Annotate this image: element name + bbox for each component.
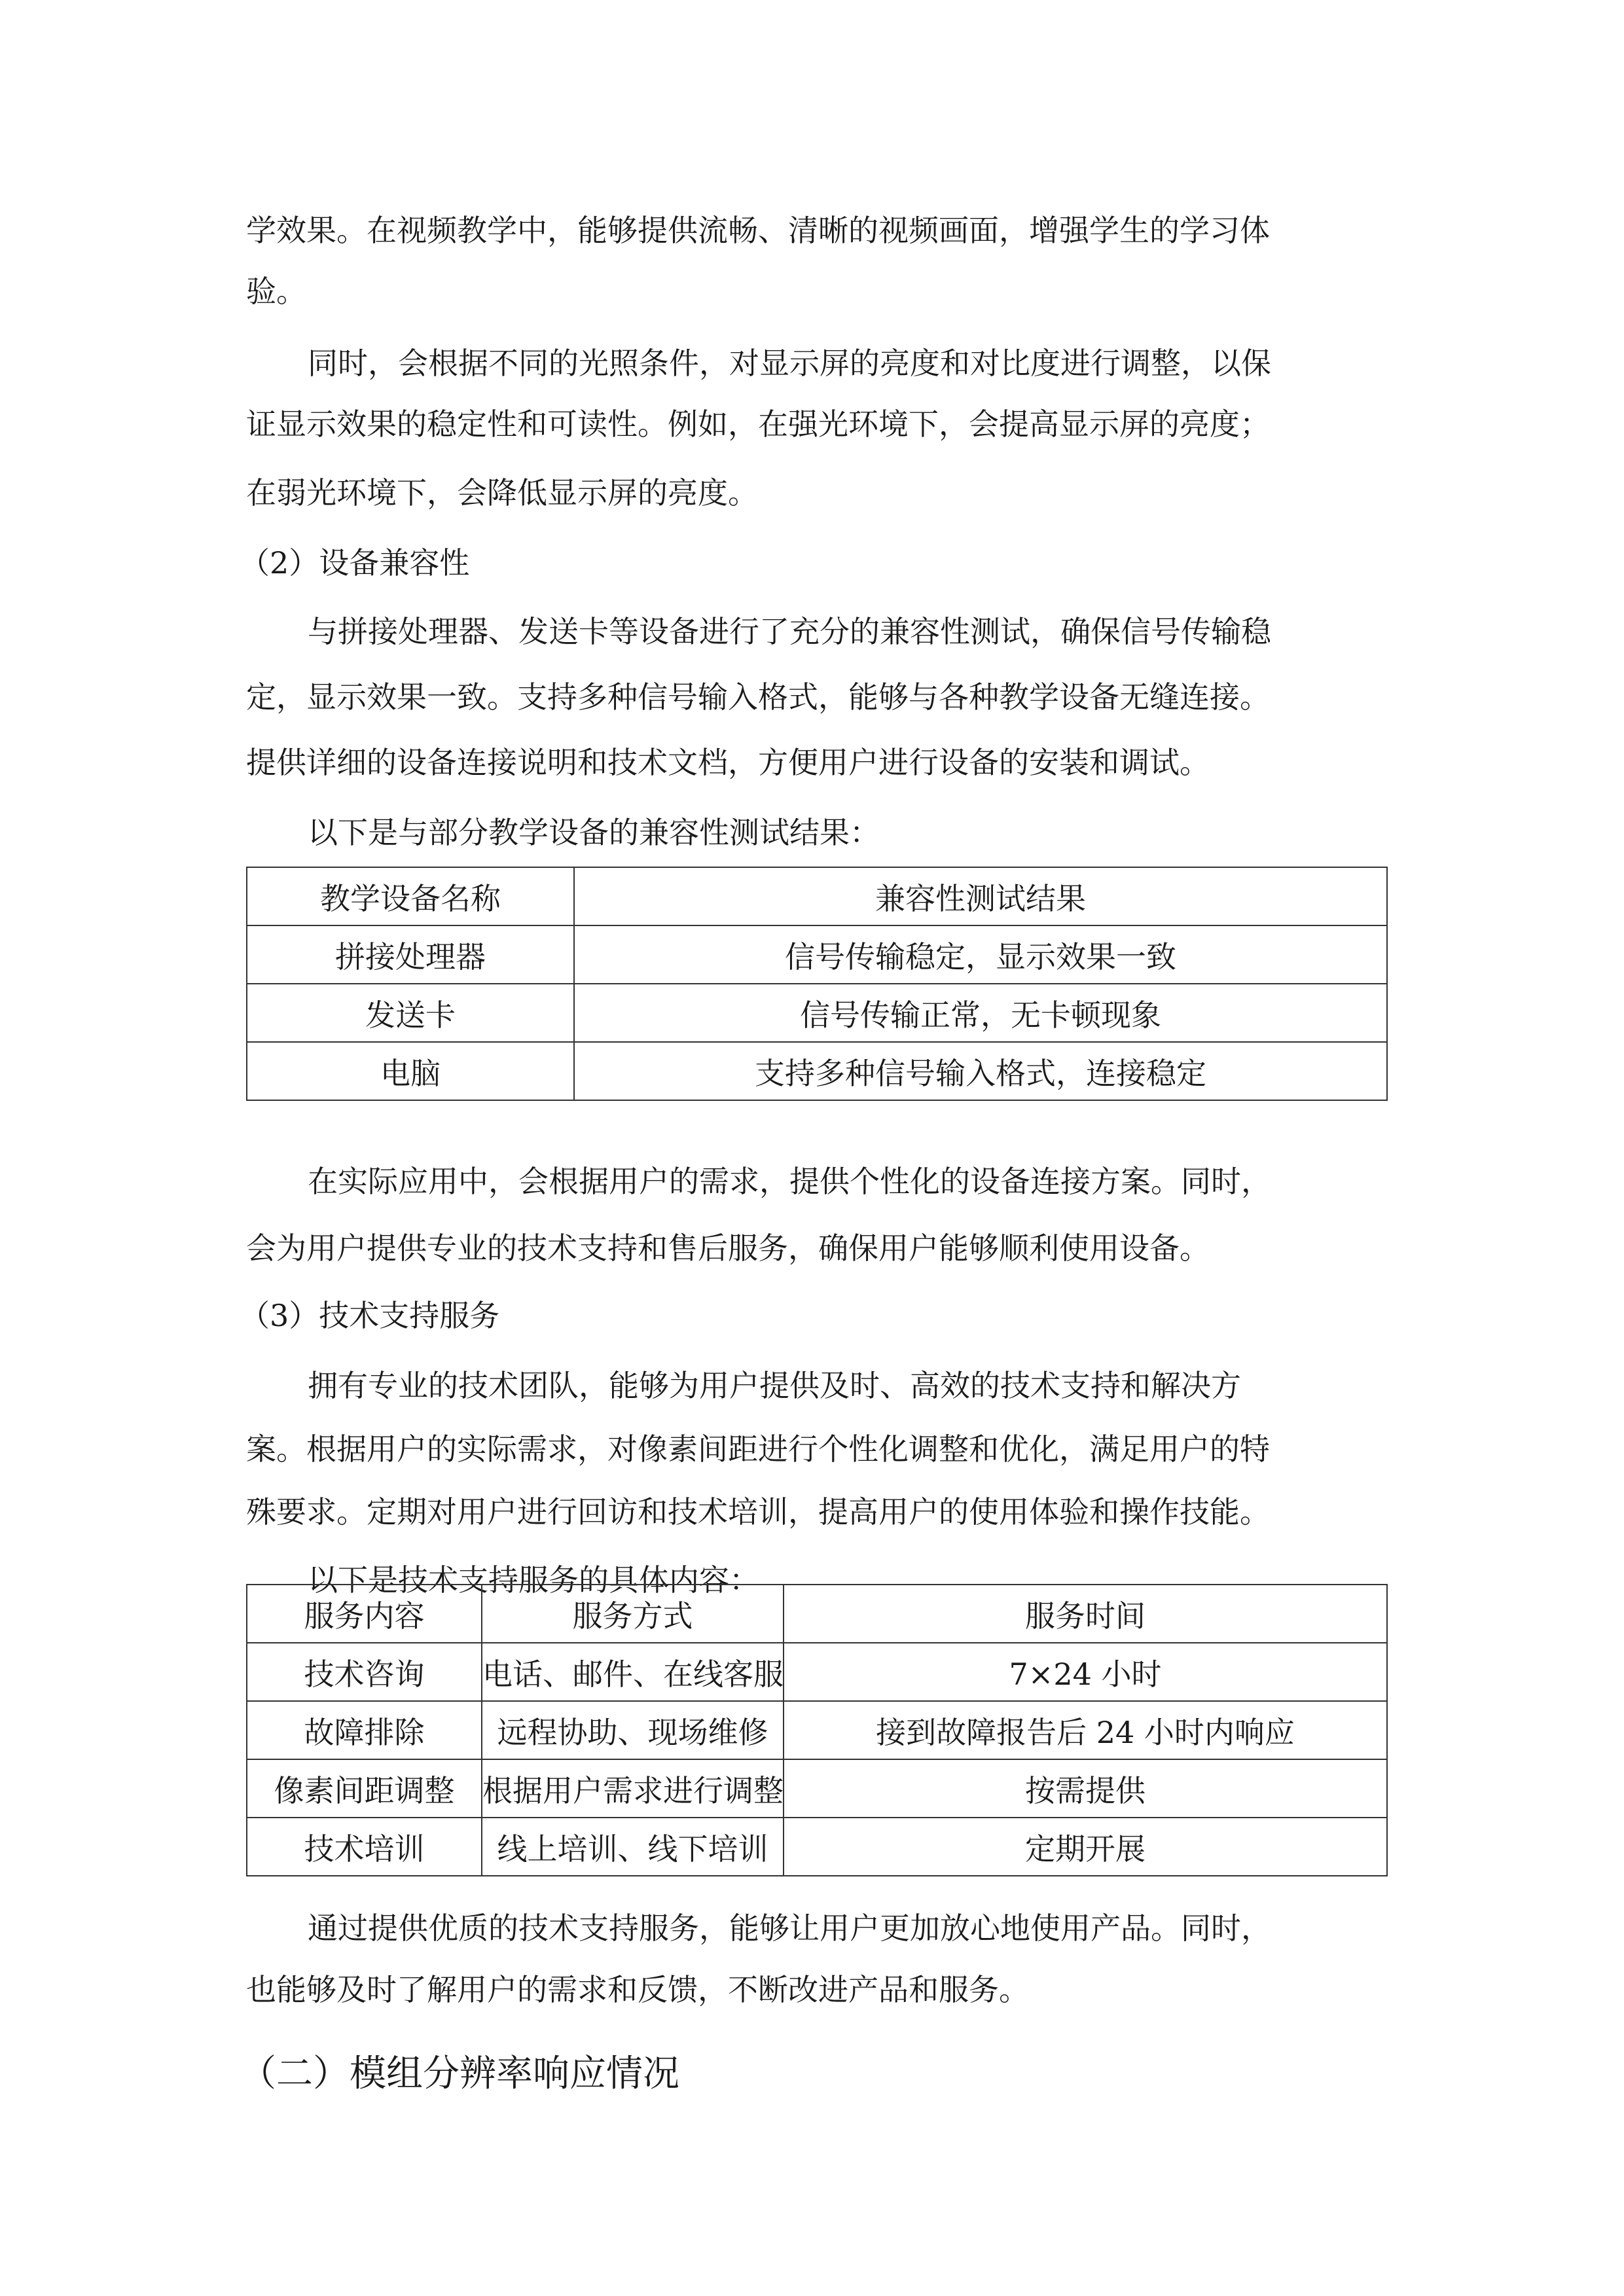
table-header-row [247,867,1387,925]
table-intro: 以下是技术支持服务的具体内容： [308,1562,759,1598]
table-row [247,925,1387,984]
paragraph-line: 同时，会根据不同的光照条件，对显示屏的亮度和对比度进行调整，以保 [308,346,1271,381]
paragraph-line: 学效果。在视频教学中，能够提供流畅、清晰的视频画面，增强学生的学习体 [246,213,1270,248]
table-cell: 接到故障报告后 24 小时内响应 [784,1701,1387,1759]
paragraph-line: 拥有专业的技术团队，能够为用户提供及时、高效的技术支持和解决方 [308,1368,1241,1403]
paragraph-line: 验。 [246,274,306,309]
table-header-cell: 教学设备名称 [247,867,574,925]
paragraph-line: 证显示效果的稳定性和可读性。例如，在强光环境下，会提高显示屏的亮度； [246,406,1270,442]
table-header-row [247,1585,1387,1643]
table-header-cell: 服务时间 [784,1585,1387,1643]
paragraph-line: 也能够及时了解用户的需求和反馈，不断改进产品和服务。 [246,1972,1029,2007]
table-cell: 支持多种信号输入格式，连接稳定 [574,1042,1387,1100]
table-row [247,1701,1387,1759]
section-heading: （二）模组分辨率响应情况 [240,2053,679,2095]
compat-table [246,867,1388,1101]
paragraph-line: 提供详细的设备连接说明和技术文档，方便用户进行设备的安装和调试。 [246,745,1210,780]
table-row [247,1042,1387,1100]
paragraph-line: 会为用户提供专业的技术支持和售后服务，确保用户能够顺利使用设备。 [246,1230,1210,1266]
table-header-cell: 服务方式 [482,1585,784,1643]
table-cell: 按需提供 [784,1759,1387,1818]
paragraph-line: 与拼接处理器、发送卡等设备进行了充分的兼容性测试，确保信号传输稳 [308,614,1271,649]
table-cell: 像素间距调整 [247,1759,482,1818]
paragraph-line: 案。根据用户的实际需求，对像素间距进行个性化调整和优化，满足用户的特 [246,1431,1270,1467]
table-cell: 远程协助、现场维修 [482,1701,784,1759]
support-table [246,1584,1388,1876]
table-cell: 技术培训 [247,1818,482,1876]
table-row [247,1643,1387,1701]
table-cell: 发送卡 [247,984,574,1042]
table-cell: 拼接处理器 [247,925,574,984]
table-row [247,1818,1387,1876]
table-cell: 故障排除 [247,1701,482,1759]
subheading-support: （3）技术支持服务 [240,1298,500,1333]
paragraph-line: 定，显示效果一致。支持多种信号输入格式，能够与各种教学设备无缝连接。 [246,679,1270,715]
table-cell: 根据用户需求进行调整 [482,1759,784,1818]
table-cell: 定期开展 [784,1818,1387,1876]
table-cell: 信号传输稳定，显示效果一致 [574,925,1387,984]
subheading-compat: （2）设备兼容性 [240,545,470,581]
table-cell: 线上培训、线下培训 [482,1818,784,1876]
paragraph-line: 在弱光环境下，会降低显示屏的亮度。 [246,475,758,511]
table-cell: 信号传输正常，无卡顿现象 [574,984,1387,1042]
paragraph-line: 通过提供优质的技术支持服务，能够让用户更加放心地使用产品。同时， [308,1910,1271,1946]
paragraph-line: 在实际应用中，会根据用户的需求，提供个性化的设备连接方案。同时， [308,1164,1271,1199]
table-header-cell: 兼容性测试结果 [574,867,1387,925]
table-cell: 7×24 小时 [784,1643,1387,1701]
paragraph-line: 殊要求。定期对用户进行回访和技术培训，提高用户的使用体验和操作技能。 [246,1494,1270,1530]
table-cell: 电话、邮件、在线客服 [482,1643,784,1701]
table-cell: 技术咨询 [247,1643,482,1701]
table-row [247,1759,1387,1818]
table-intro: 以下是与部分教学设备的兼容性测试结果： [308,815,880,850]
table-row [247,984,1387,1042]
table-header-cell: 服务内容 [247,1585,482,1643]
table-cell: 电脑 [247,1042,574,1100]
